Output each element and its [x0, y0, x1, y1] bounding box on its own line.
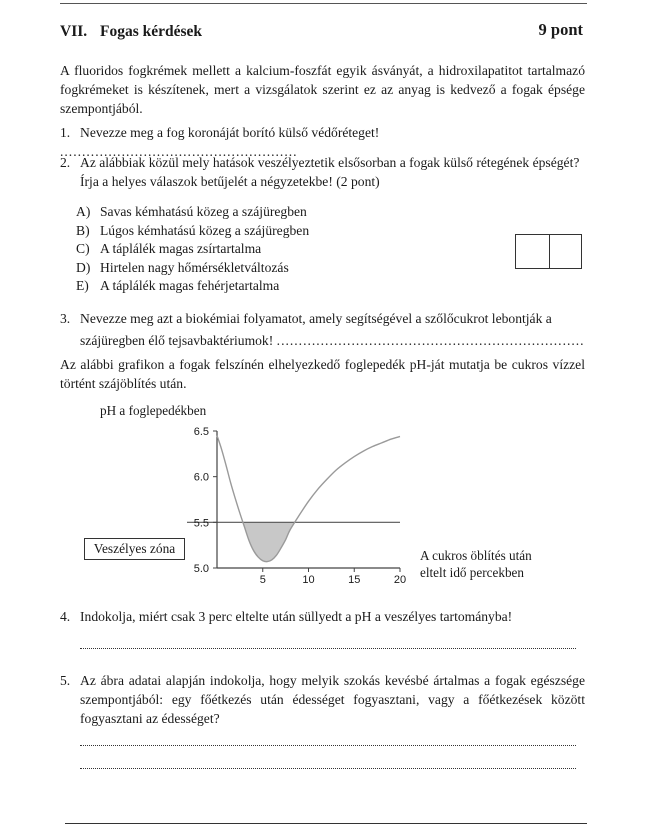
question-number: 5. [60, 673, 71, 688]
question-text: Az alábbiak közül mely hatások veszélyeztetik elsősorban a fogak külső rétegének épségét? [80, 155, 580, 170]
answer-blank[interactable]: ...................................................................... [276, 333, 585, 348]
intro-paragraph: A fluoridos fogkrémek mellett a kalcium-foszfát egyik ásványát, a hidroxilapatitot tartalmazó fogkrémeket is készítenek, mert a vizsgálatok szerint ez az anyag is kedvező a fogak épsége szempontjából. [60, 63, 585, 116]
answer-box-1[interactable] [515, 234, 550, 269]
x-axis-label-line-1: A cukros öblítés után [420, 548, 532, 563]
x-tick-label: 20 [393, 574, 407, 586]
answer-blank[interactable]: ...................................................... [60, 144, 298, 159]
x-tick-label: 5 [259, 574, 266, 586]
option-c: C) A táplálék magas zsírtartalma [76, 241, 262, 256]
question-text: Az ábra adatai alapján indokolja, hogy melyik szokás kevésbé ártalmas a fogak egészsége szempontjából: egy főétkezés után édességet fogyasztani, vagy a főétkezések között fogyasztani az édességet? [80, 673, 585, 726]
question-2 [60, 153, 585, 172]
bottom-rule [65, 823, 587, 824]
x-tick-label: 10 [302, 574, 315, 586]
y-tick-label: 5.0 [193, 563, 209, 575]
danger-zone-label: Veszélyes zóna [84, 538, 185, 560]
x-axis-label-line-2: eltelt idő percekben [420, 565, 524, 580]
question-2-instruction: Írja a helyes válaszok betűjelét a négyzetekbe! (2 pont) [80, 174, 380, 189]
question-number: 4. [60, 609, 71, 624]
answer-line-q4[interactable] [80, 648, 576, 649]
section-number: VII. [60, 23, 88, 40]
answer-line-q5-1[interactable] [80, 745, 576, 746]
section-title: Fogas kérdések [100, 23, 203, 40]
answer-box-2[interactable] [548, 234, 582, 269]
question-3 [60, 309, 585, 328]
question-number: 1. [60, 125, 71, 140]
option-b: B) Lúgos kémhatású közeg a szájüregben [76, 222, 310, 238]
question-text: Indokolja, miért csak 3 perc eltelte után süllyedt a pH a veszélyes tartományba! [80, 609, 513, 624]
y-tick-label: 6.5 [193, 426, 209, 438]
ph-curve [217, 436, 400, 562]
question-5 [60, 671, 585, 728]
x-ticks [260, 568, 406, 586]
graph-intro: Az alábbi grafikon a fogak felszínén elhelyezkedő foglepedék pH-ját mutatja be cukros vízzel történt szájöblítés után. [60, 357, 585, 391]
section-points: 9 pont [538, 20, 583, 39]
y-tick-label: 6.0 [193, 471, 209, 484]
question-number: 2. [60, 155, 71, 170]
option-a: A) Savas kémhatású közeg a szájüregben [76, 204, 307, 219]
ph-chart [0, 395, 667, 595]
y-tick-label: 5.5 [193, 517, 209, 530]
question-text: Nevezze meg a fog koronáját borító külső védőréteget! [80, 125, 380, 140]
top-rule [60, 3, 587, 4]
answer-line-q5-2[interactable] [80, 768, 576, 769]
question-4 [60, 607, 585, 626]
question-3-line-2: szájüregben élő tejsavbaktériumok! ...................................................................... [80, 333, 585, 348]
option-d: D) Hirtelen nagy hőmérsékletváltozás [76, 259, 289, 275]
danger-zone-fill [243, 522, 295, 561]
y-ticks [194, 426, 217, 575]
section-header [60, 20, 587, 44]
x-tick-label: 15 [348, 574, 361, 586]
y-axis-label: pH a foglepedékben [100, 403, 207, 418]
question-number: 3. [60, 311, 71, 326]
question-text: Nevezze meg azt a biokémiai folyamatot, amely segítségével a szőlőcukrot lebontják a [80, 311, 552, 326]
option-e: E) A táplálék magas fehérjetartalma [76, 278, 280, 293]
